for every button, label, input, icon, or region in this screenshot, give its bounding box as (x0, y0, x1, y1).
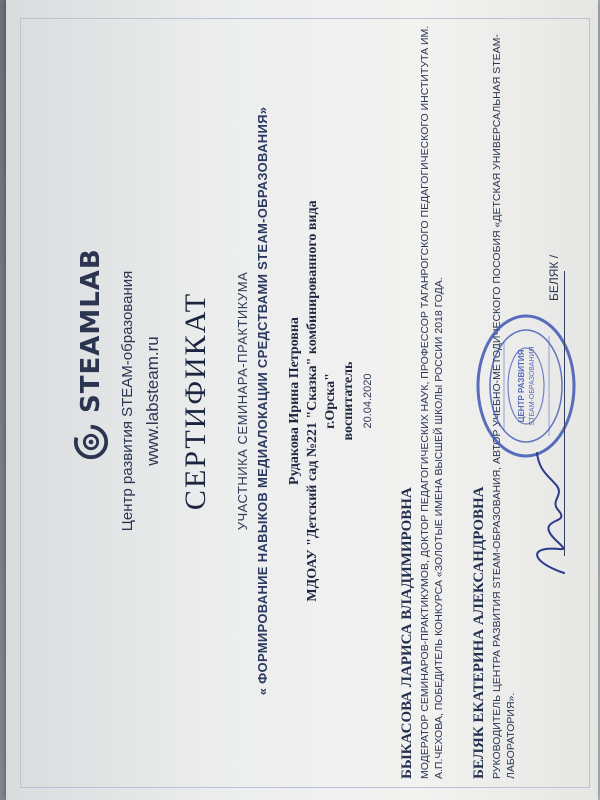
certificate-title: СЕРТИФИКАТ (179, 291, 212, 511)
recipient-organization: МДОАУ "Детский сад №221 "Сказка" комбинированного вида (305, 200, 320, 602)
signatory-description (418, 19, 446, 779)
signatory-name: БЫКАСОВА ЛАРИСА ВЛАДИМИРОВНА (399, 487, 415, 779)
certificate-content (19, 11, 589, 791)
website-link[interactable]: www.labsteam.ru (143, 336, 162, 466)
signatory-description-line: МОДЕРАТОР СЕМИНАРОВ-ПРАКТИКУМОВ, ДОКТОР ПЕДАГОГИЧЕСКИХ НАУК, ПРОФЕССОР ТАГАНРОГСКОГО ПЕДАГОГИЧЕСКОГО ИНСТИТУТА ИМ. (419, 25, 431, 779)
certificate-paper (6, 0, 598, 800)
signatory-name: БЕЛЯК ЕКАТЕРИНА АЛЕКСАНДРОВНА (471, 486, 487, 779)
steamlab-logo (67, 231, 115, 461)
handwritten-signature (519, 441, 579, 581)
signatory-description-line: ЛАБОРАТОРИЯ». (505, 692, 517, 779)
signatory-description-line: РУКОВОДИТЕЛЬ ЦЕНТРА РАЗВИТИЯ STEAM-ОБРАЗОВАНИЯ, АВТОР УЧЕБНО-МЕТОДИЧЕСКОГО ПОСОБИЯ «ДЕТСКАЯ УНИВЕРСАЛЬНАЯ STEAM- (491, 34, 503, 779)
recipient-position: воспитатель (341, 361, 356, 441)
signature-caption: БЕЛЯК / (547, 254, 561, 301)
svg-text:ЦЕНТР РАЗВИТИЯ: ЦЕНТР РАЗВИТИЯ (517, 349, 526, 423)
participant-line: УЧАСТНИКА СЕМИНАРА-ПРАКТИКУМА (235, 271, 250, 531)
recipient-city: г.Орска" (323, 373, 338, 429)
signatory-1 (399, 19, 446, 779)
seminar-title: « ФОРМИРОВАНИЕ НАВЫКОВ МЕДИАЛОКАЦИИ СРЕДСТВАМИ STEAM-ОБРАЗОВАНИЯ» (255, 106, 270, 696)
logo-text: STEAMLAB (76, 248, 106, 413)
svg-text:STEAM-ОБРАЗОВАНИЯ: STEAM-ОБРАЗОВАНИЯ (529, 346, 536, 426)
recipient-name: Рудакова Ирина Петровна (287, 317, 302, 485)
organization-subtitle: Центр развития STEAM-образования (119, 270, 136, 532)
steamlab-logo-icon (72, 423, 110, 461)
signatory-description-line: А.П.ЧЕХОВА, ПОБЕДИТЕЛЬ КОНКУРСА «ЗОЛОТЫЕ ИМЕНА ВЫСШЕЙ ШКОЛЫ РОССИИ 2018 ГОДА. (433, 277, 445, 779)
certificate-date: 20.04.2020 (362, 373, 374, 429)
signature-line (564, 271, 565, 556)
